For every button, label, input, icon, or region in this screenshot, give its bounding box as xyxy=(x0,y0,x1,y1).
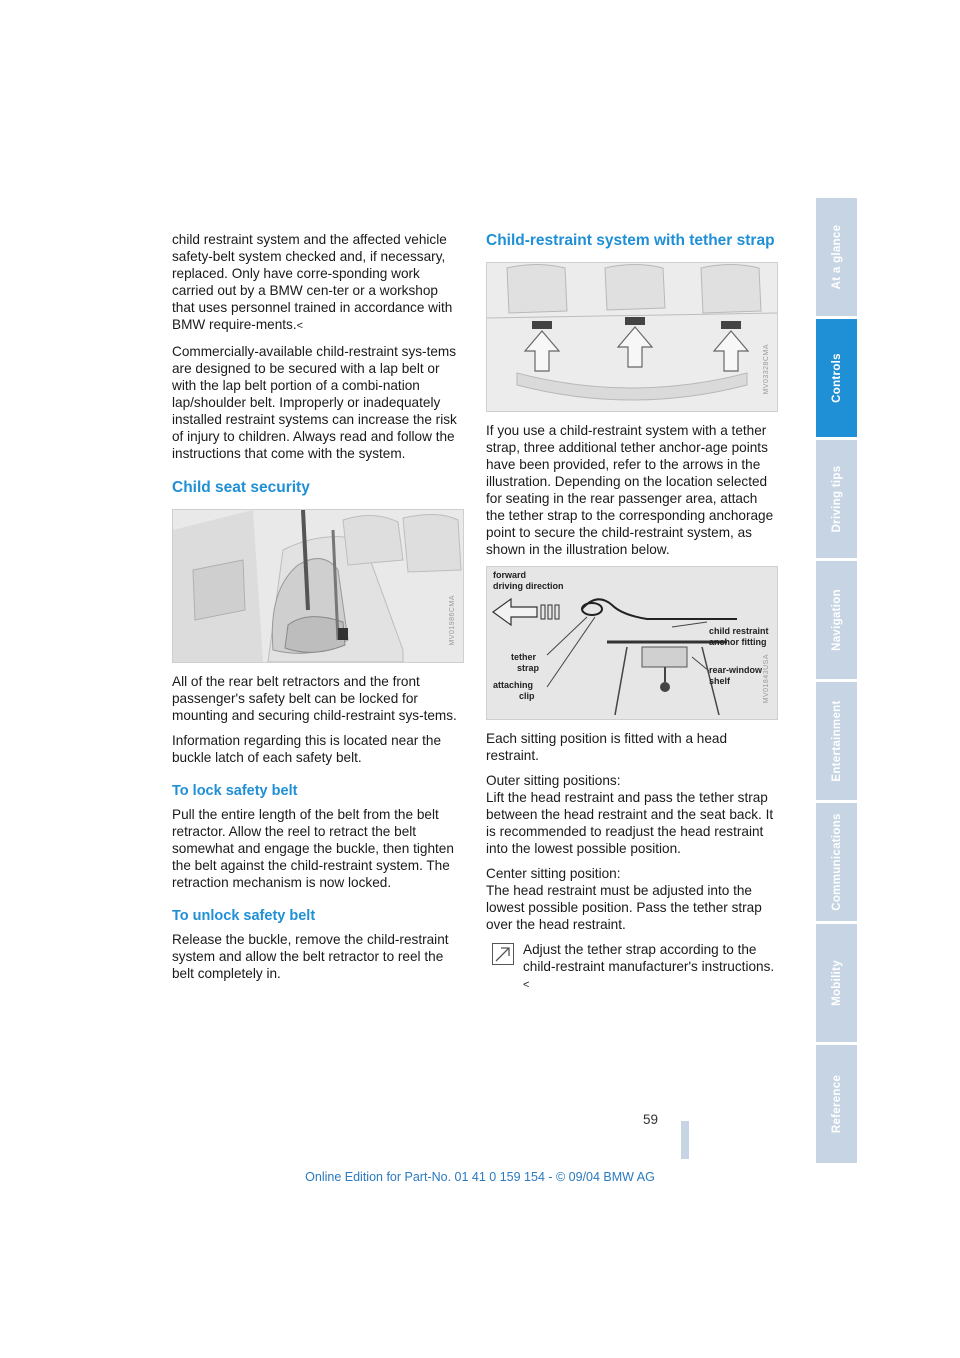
paragraph xyxy=(486,772,778,857)
paragraph: Each sitting position is fitted with a head restraint. xyxy=(486,731,728,763)
tab-label: Reference xyxy=(830,1074,843,1134)
label-rear-window: rear-window xyxy=(709,665,763,675)
label-driving-direction: driving direction xyxy=(493,581,564,591)
tether-anchor-illustration xyxy=(486,262,778,412)
end-mark: < xyxy=(296,320,304,332)
paragraph xyxy=(172,231,464,335)
subheading-lock-safety-belt: To lock safety belt xyxy=(172,783,298,799)
note-paragraph xyxy=(486,941,778,994)
tab-label: Driving tips xyxy=(830,465,843,533)
label-shelf: shelf xyxy=(709,676,731,686)
label-tether: tether xyxy=(511,652,537,662)
page-number: 59 xyxy=(643,1112,659,1127)
left-column xyxy=(172,231,464,990)
page-marker-bar xyxy=(681,1121,689,1159)
paragraph xyxy=(486,865,778,933)
paragraph: Release the buckle, remove the child-restraint system and allow the belt retractor to reel the belt completely in. xyxy=(172,932,449,981)
label-anchor-fitting: anchor fitting xyxy=(709,637,767,647)
paragraph: If you use a child-restraint system with a tether strap, three additional tether anchor-age points have been provided, refer to the arrows in the illustration. Depending on the location selected for seating in the rear passenger area, attach the tether strap to the corresponding anchorage point to secure the child-restraint system, as shown in the illustration below. xyxy=(486,423,774,557)
chapter-tabs xyxy=(816,198,857,1166)
tab-label: Navigation xyxy=(830,589,843,651)
paragraph: Commercially-available child-restraint sys-tems are designed to be secured with a lap belt or with the lap belt portion of a combi-nation lap/shoulder belt. Improperly or inadequately installed restraint systems can increase the risk of injury to children. Always read and follow the instructions that come with the system. xyxy=(172,344,457,461)
tether-diagram-drawing xyxy=(487,567,777,719)
paragraph-text: child restraint system and the affected vehicle safety-belt system checked and, if necessary, replaced. Only have corre-sponding work carried out by a BMW cen-ter or a workshop that uses personnel trained in accordance with BMW require-ments. xyxy=(172,232,453,332)
tab-label: At a glance xyxy=(830,224,843,290)
subheading-unlock-safety-belt: To unlock safety belt xyxy=(172,908,316,924)
tab-communications[interactable] xyxy=(816,803,857,921)
label-child-restraint: child restraint xyxy=(709,626,769,636)
paragraph: Information regarding this is located near the buckle latch of each safety belt. xyxy=(172,733,442,765)
label-attaching: attaching xyxy=(493,680,534,690)
paragraph-text: The head restraint must be adjusted into the lowest possible position. Pass the tether strap over the head restraint. xyxy=(486,883,762,932)
figure-code: MV01843USA xyxy=(763,653,770,703)
tab-label: Controls xyxy=(830,353,843,403)
note-arrow-icon xyxy=(492,943,514,965)
tab-label: Communications xyxy=(830,813,843,911)
right-column xyxy=(486,231,778,1002)
tab-at-a-glance[interactable] xyxy=(816,198,857,316)
tab-label: Mobility xyxy=(830,960,843,1006)
child-seat-drawing xyxy=(173,510,463,662)
tab-navigation[interactable] xyxy=(816,561,857,679)
figure-code: MV01986CMA xyxy=(449,595,456,646)
paragraph-title: Outer sitting positions: xyxy=(486,773,621,788)
anchor-points-drawing xyxy=(487,263,777,411)
end-mark: < xyxy=(523,979,530,991)
label-forward: forward xyxy=(493,570,527,580)
label-clip: clip xyxy=(519,691,535,701)
note-text: Adjust the tether strap according to the child-restraint manufacturer's instructions. xyxy=(523,942,775,974)
paragraph: All of the rear belt retractors and the front passenger's safety belt can be locked for mounting and securing child-restraint sys-tems. xyxy=(172,674,457,723)
tab-entertainment[interactable] xyxy=(816,682,857,800)
figure-code: MV03328CMA xyxy=(763,344,770,395)
paragraph-text: Lift the head restraint and pass the tether strap between the head restraint and the seat back. It is recommended to readjust the head restraint into the lowest possible position. xyxy=(486,790,774,856)
tab-mobility[interactable] xyxy=(816,924,857,1042)
child-seat-illustration xyxy=(172,509,464,663)
section-heading-child-seat-security: Child seat security xyxy=(172,479,310,496)
tab-reference[interactable] xyxy=(816,1045,857,1163)
tab-driving-tips[interactable] xyxy=(816,440,857,558)
tab-label: Entertainment xyxy=(830,700,843,782)
footer-edition-note: Online Edition for Part-No. 01 41 0 159 154 - © 09/04 BMW AG xyxy=(305,1170,655,1184)
section-heading-tether-strap: Child-restraint system with tether strap xyxy=(486,232,775,249)
label-strap: strap xyxy=(517,663,540,673)
tether-strap-diagram xyxy=(486,566,778,720)
tab-controls[interactable] xyxy=(816,319,857,437)
paragraph-title: Center sitting position: xyxy=(486,866,621,881)
paragraph: Pull the entire length of the belt from the belt retractor. Allow the reel to retract the belt somewhat and engage the buckle, then tighten the belt against the child-restraint system. The retraction mechanism is now locked. xyxy=(172,807,454,890)
